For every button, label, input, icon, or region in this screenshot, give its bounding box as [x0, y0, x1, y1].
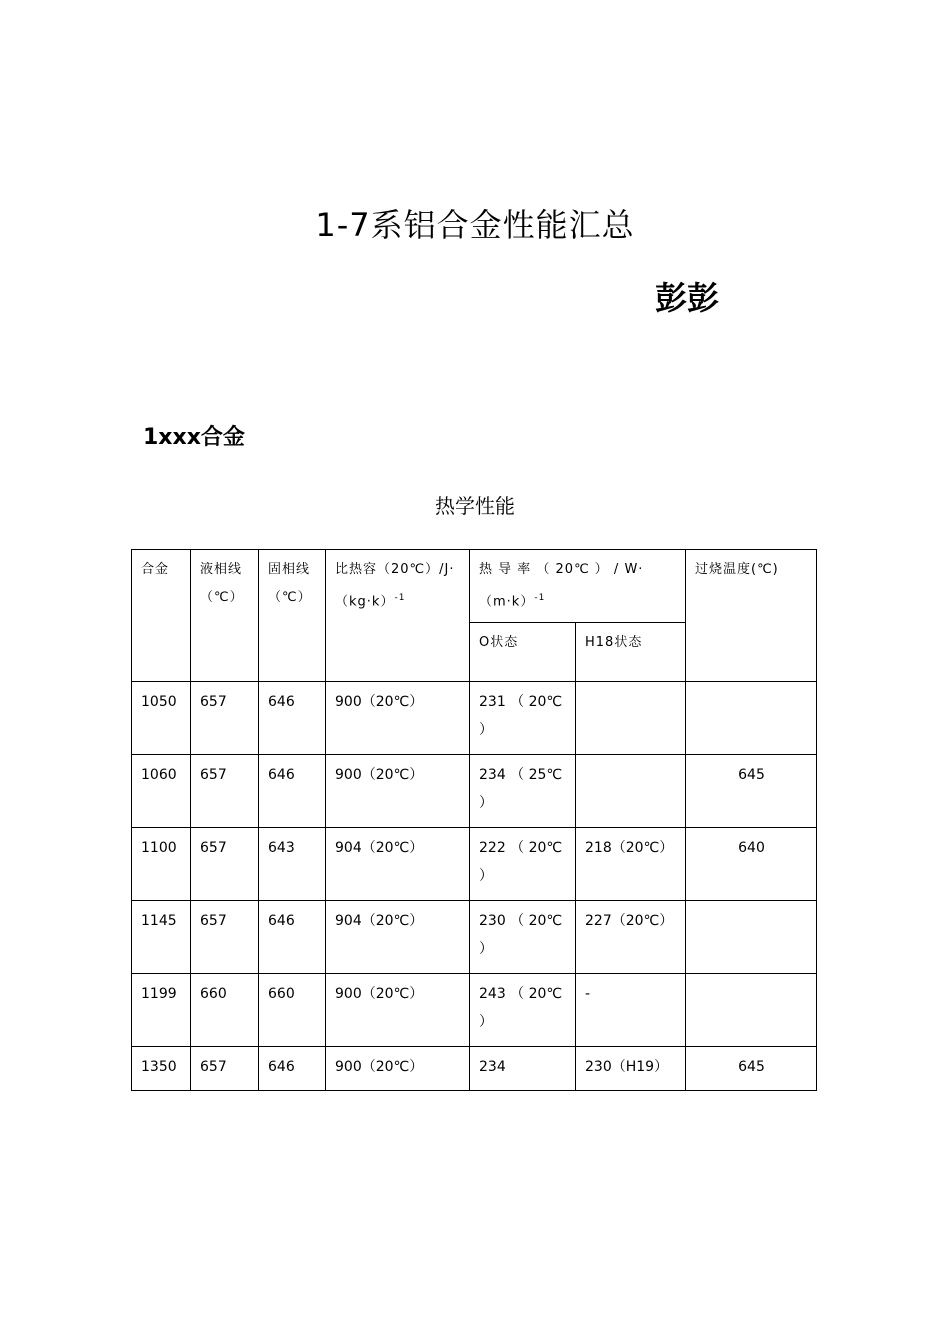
cell-overburn	[686, 901, 817, 974]
table-row	[132, 901, 817, 974]
cell-solidus: 646	[259, 901, 326, 974]
cell-liquidus: 657	[191, 828, 259, 901]
cell-alloy: 1100	[132, 828, 191, 901]
cell-solidus: 646	[259, 1047, 326, 1091]
cell-liquidus: 657	[191, 682, 259, 755]
header-state-h18: H18状态	[576, 623, 686, 682]
cell-conductivity-h18: -	[576, 974, 686, 1047]
cell-solidus: 660	[259, 974, 326, 1047]
cell-specific-heat: 900（20℃）	[326, 682, 470, 755]
cell-conductivity-h18	[576, 682, 686, 755]
cell-conductivity-o: 230 （ 20℃ ）	[470, 901, 576, 974]
cell-specific-heat: 900（20℃）	[326, 974, 470, 1047]
header-alloy: 合金	[132, 550, 191, 682]
cell-alloy: 1199	[132, 974, 191, 1047]
table-row	[132, 682, 817, 755]
table-row	[132, 755, 817, 828]
cell-liquidus: 657	[191, 1047, 259, 1091]
cell-conductivity-h18: 218（20℃）	[576, 828, 686, 901]
cell-alloy: 1060	[132, 755, 191, 828]
section-heading: 1xxx合金	[143, 425, 245, 450]
header-specific-heat	[326, 550, 470, 682]
table-row	[132, 828, 817, 901]
cell-conductivity-h18: 230（H19）	[576, 1047, 686, 1091]
cell-liquidus: 660	[191, 974, 259, 1047]
table-header-row	[132, 550, 817, 623]
cell-liquidus: 657	[191, 755, 259, 828]
cell-alloy: 1350	[132, 1047, 191, 1091]
cell-liquidus: 657	[191, 901, 259, 974]
cell-specific-heat: 900（20℃）	[326, 1047, 470, 1091]
cell-overburn: 640	[686, 828, 817, 901]
header-conductivity	[470, 550, 686, 623]
document-title: 1-7系铝合金性能汇总	[315, 206, 635, 244]
cell-overburn: 645	[686, 1047, 817, 1091]
cell-specific-heat: 904（20℃）	[326, 901, 470, 974]
cell-conductivity-h18: 227（20℃）	[576, 901, 686, 974]
cell-alloy: 1050	[132, 682, 191, 755]
cell-conductivity-o: 234	[470, 1047, 576, 1091]
cell-conductivity-o: 222 （ 20℃ ）	[470, 828, 576, 901]
cell-specific-heat: 900（20℃）	[326, 755, 470, 828]
cell-overburn: 645	[686, 755, 817, 828]
cell-solidus: 643	[259, 828, 326, 901]
cell-specific-heat: 904（20℃）	[326, 828, 470, 901]
header-liquidus: 液相线（℃）	[191, 550, 259, 682]
header-overburn: 过烧温度(℃)	[686, 550, 817, 682]
cell-conductivity-o: 231 （ 20℃ ）	[470, 682, 576, 755]
cell-conductivity-o: 243 （ 20℃ ）	[470, 974, 576, 1047]
cell-alloy: 1145	[132, 901, 191, 974]
cell-overburn	[686, 682, 817, 755]
header-specific-heat-text: 比热容（20℃）/J·（kg·k）	[335, 562, 455, 610]
thermal-properties-table	[131, 549, 817, 1091]
table-caption: 热学性能	[435, 494, 515, 518]
cell-overburn	[686, 974, 817, 1047]
table-row	[132, 974, 817, 1047]
cell-solidus: 646	[259, 682, 326, 755]
cell-conductivity-h18	[576, 755, 686, 828]
cell-solidus: 646	[259, 755, 326, 828]
table-row	[132, 1047, 817, 1091]
cell-conductivity-o: 234 （ 25℃ ）	[470, 755, 576, 828]
header-conductivity-sup: -1	[534, 593, 546, 603]
header-state-o: O状态	[470, 623, 576, 682]
header-conductivity-text: 热 导 率 （ 20℃ ） / W·（m·k）	[479, 562, 644, 610]
header-solidus: 固相线（℃）	[259, 550, 326, 682]
header-specific-heat-sup: -1	[394, 593, 406, 603]
document-author: 彭彭	[655, 279, 720, 317]
